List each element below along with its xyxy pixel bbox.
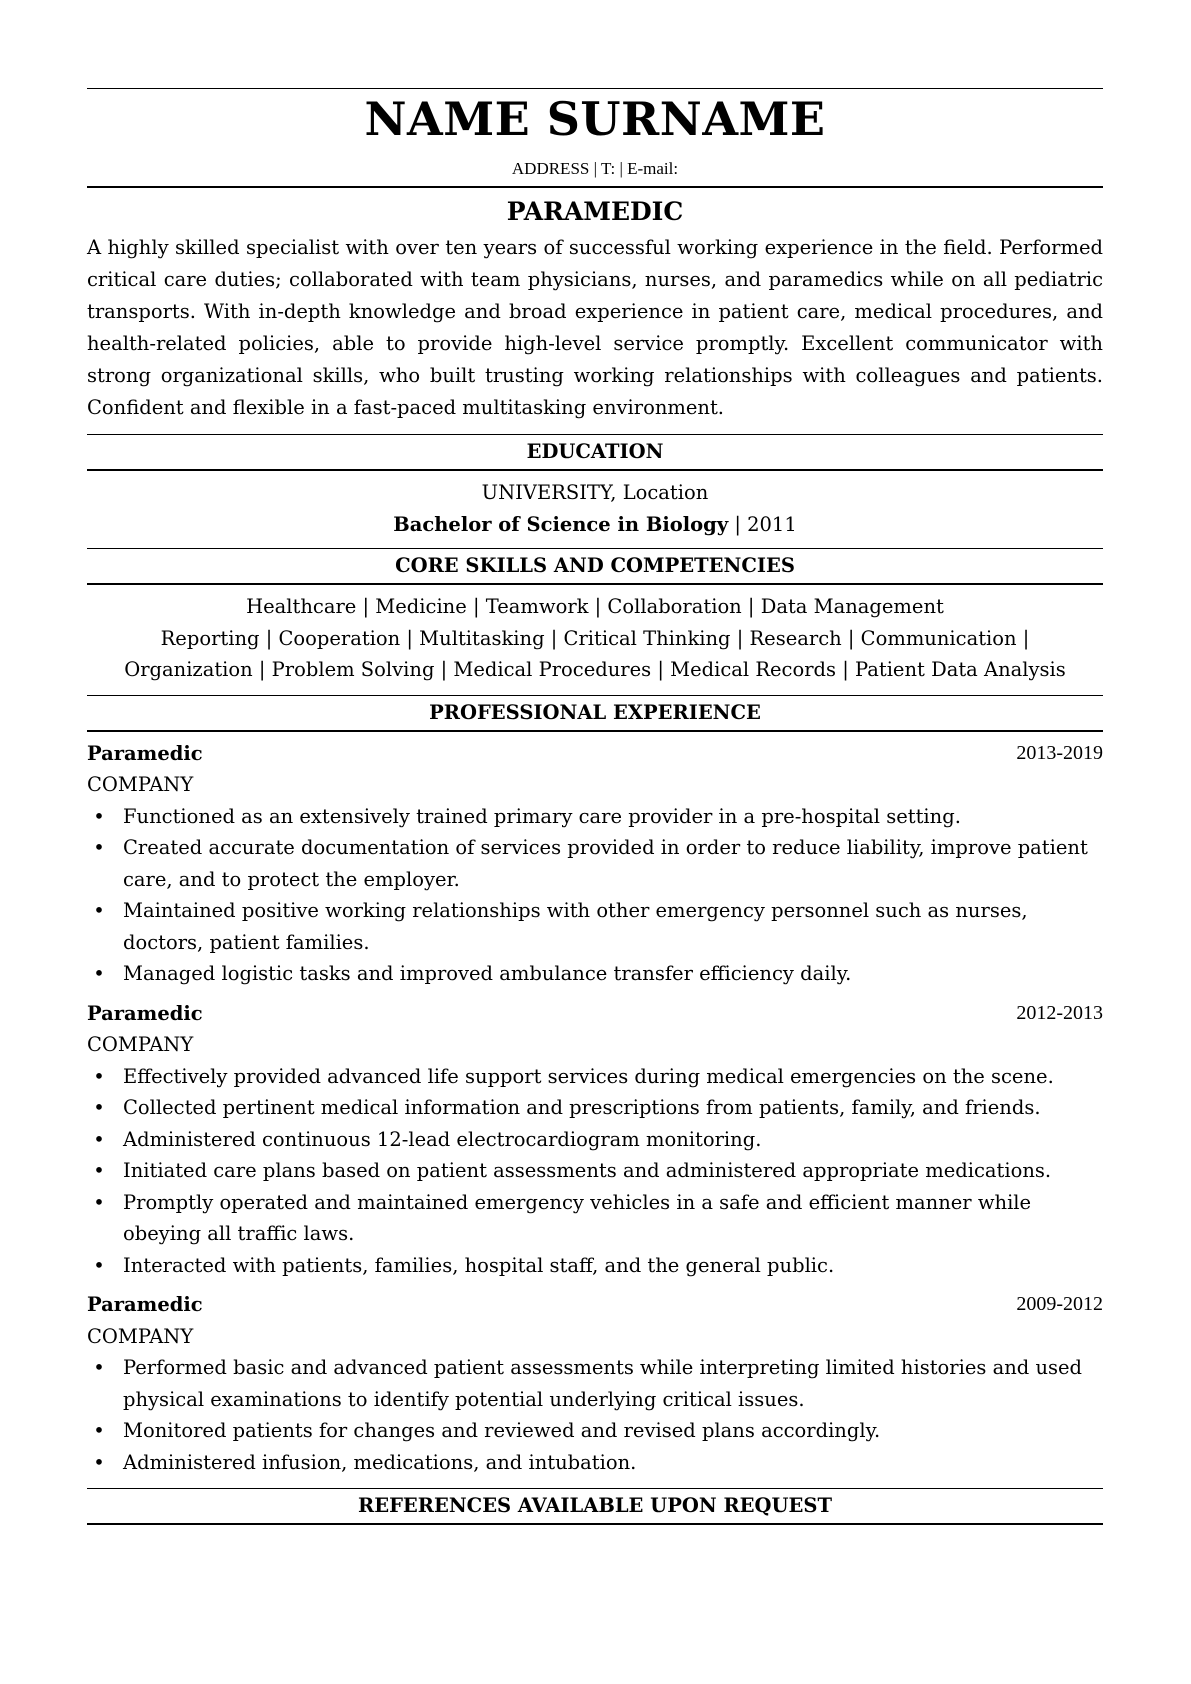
skills-line: Healthcare | Medicine | Teamwork | Collaboration | Data Management xyxy=(246,595,944,618)
job-bullets xyxy=(87,1061,1103,1282)
resume-title: PARAMEDIC xyxy=(506,197,684,226)
job-bullet-text: Effectively provided advanced life support services during medical emergencies on the scene. xyxy=(123,1064,1054,1088)
job-bullet-text: Functioned as an extensively trained primary care provider in a pre-hospital setting. xyxy=(123,804,961,828)
job-bullet xyxy=(87,1124,1103,1156)
bullet-icon: • xyxy=(93,836,105,859)
job-bullet xyxy=(87,1447,1103,1479)
job-bullet xyxy=(87,895,1103,958)
education-degree: Bachelor of Science in Biology xyxy=(393,512,729,536)
job-bullet-text: Performed basic and advanced patient assessments while interpreting limited histories and used physical examinations to identify potential underlying critical issues. xyxy=(123,1356,1083,1411)
skills-line: Organization | Problem Solving | Medical Procedures | Medical Records | Patient Data Analysis xyxy=(124,658,1066,681)
candidate-name: NAME SURNAME xyxy=(364,92,826,146)
job-bullet-text: Interacted with patients, families, hospital staff, and the general public. xyxy=(123,1253,835,1277)
job-header xyxy=(87,998,1103,1030)
header-divider xyxy=(87,186,1103,188)
skills-line: Reporting | Cooperation | Multitasking | Critical Thinking | Research | Communication | xyxy=(160,626,1030,650)
bottom-divider xyxy=(87,1523,1103,1525)
bullet-icon: • xyxy=(93,1356,105,1379)
bullet-icon: • xyxy=(93,1127,105,1151)
job-entry xyxy=(87,738,1103,990)
job-role: Paramedic xyxy=(87,1001,203,1025)
bullet-icon: • xyxy=(93,1419,105,1442)
bullet-icon: • xyxy=(93,1190,105,1214)
job-dates: 2013-2019 xyxy=(1016,741,1103,764)
job-bullet xyxy=(87,1155,1103,1187)
bullet-icon: • xyxy=(93,1096,105,1119)
job-dates: 2009-2012 xyxy=(1016,1293,1103,1315)
education-degree-line xyxy=(87,509,1103,541)
job-bullet-text: Administered continuous 12-lead electrocardiogram monitoring. xyxy=(123,1127,762,1151)
job-bullet-text: Managed logistic tasks and improved ambulance transfer efficiency daily. xyxy=(123,962,852,985)
job-company: COMPANY xyxy=(87,1324,194,1348)
bullet-icon: • xyxy=(93,1159,105,1182)
job-company: COMPANY xyxy=(87,773,194,796)
education-heading: EDUCATION xyxy=(526,440,664,463)
job-bullet xyxy=(87,1061,1103,1093)
job-bullet-text: Initiated care plans based on patient assessments and administered appropriate medications. xyxy=(123,1159,1052,1182)
job-bullet-text: Collected pertinent medical information and prescriptions from patients, family, and friends. xyxy=(123,1096,1041,1119)
skills-heading: CORE SKILLS AND COMPETENCIES xyxy=(395,554,795,577)
job-bullet xyxy=(87,1352,1103,1415)
job-bullet xyxy=(87,832,1103,895)
resume-content xyxy=(87,88,1103,1525)
job-role: Paramedic xyxy=(87,741,203,765)
experience-heading: PROFESSIONAL EXPERIENCE xyxy=(429,700,761,724)
top-divider xyxy=(87,88,1103,89)
job-bullet-text: Administered infusion, medications, and intubation. xyxy=(123,1450,637,1474)
bullet-icon: • xyxy=(93,1064,105,1088)
experience-section xyxy=(87,732,1103,1479)
education-section xyxy=(87,471,1103,548)
bullet-icon: • xyxy=(93,804,105,828)
bullet-icon: • xyxy=(93,1253,105,1277)
bullet-icon: • xyxy=(93,1450,105,1474)
job-bullets xyxy=(87,801,1103,990)
job-role: Paramedic xyxy=(87,1293,203,1316)
job-entry xyxy=(87,998,1103,1282)
job-bullet-text: Promptly operated and maintained emergency vehicles in a safe and efficient manner while obeying all traffic laws. xyxy=(123,1190,1032,1245)
job-company: COMPANY xyxy=(87,1033,194,1056)
job-header xyxy=(87,1289,1103,1321)
job-header xyxy=(87,738,1103,770)
references-note: REFERENCES AVAILABLE UPON REQUEST xyxy=(358,1494,832,1517)
job-bullet-text: Created accurate documentation of services provided in order to reduce liability, improve patient care, and to protect the employer. xyxy=(123,836,1088,891)
bullet-icon: • xyxy=(93,962,105,985)
job-bullet xyxy=(87,1187,1103,1250)
job-bullet xyxy=(87,958,1103,990)
summary-paragraph: A highly skilled specialist with over ten years of successful working experience in the field. Performed critical care duties; collaborated with team physicians, nurses, and paramedics while on all pediatric transports. With in-depth knowledge and broad experience in patient care, medical procedures, and health-related policies, able to provide high-level service promptly. Excellent communicator with strong organizational skills, who built trusting working relationships with colleagues and patients. Confident and flexible in a fast-paced multitasking environment. xyxy=(87,236,1103,419)
job-bullet xyxy=(87,1250,1103,1282)
skills-section xyxy=(87,585,1103,695)
contact-line: ADDRESS | T: | E-mail: xyxy=(511,159,679,178)
job-dates: 2012-2013 xyxy=(1016,1001,1103,1024)
job-entry xyxy=(87,1289,1103,1478)
job-bullet xyxy=(87,1415,1103,1447)
education-school: UNIVERSITY, Location xyxy=(481,481,709,504)
job-bullet-text: Monitored patients for changes and reviewed and revised plans accordingly. xyxy=(123,1419,881,1442)
job-bullet-text: Maintained positive working relationships with other emergency personnel such as nurses, doctors, patient families. xyxy=(123,899,1028,954)
job-bullet xyxy=(87,1092,1103,1124)
job-bullet xyxy=(87,801,1103,833)
job-bullets xyxy=(87,1352,1103,1478)
education-year: | 2011 xyxy=(728,512,797,536)
bullet-icon: • xyxy=(93,899,105,922)
